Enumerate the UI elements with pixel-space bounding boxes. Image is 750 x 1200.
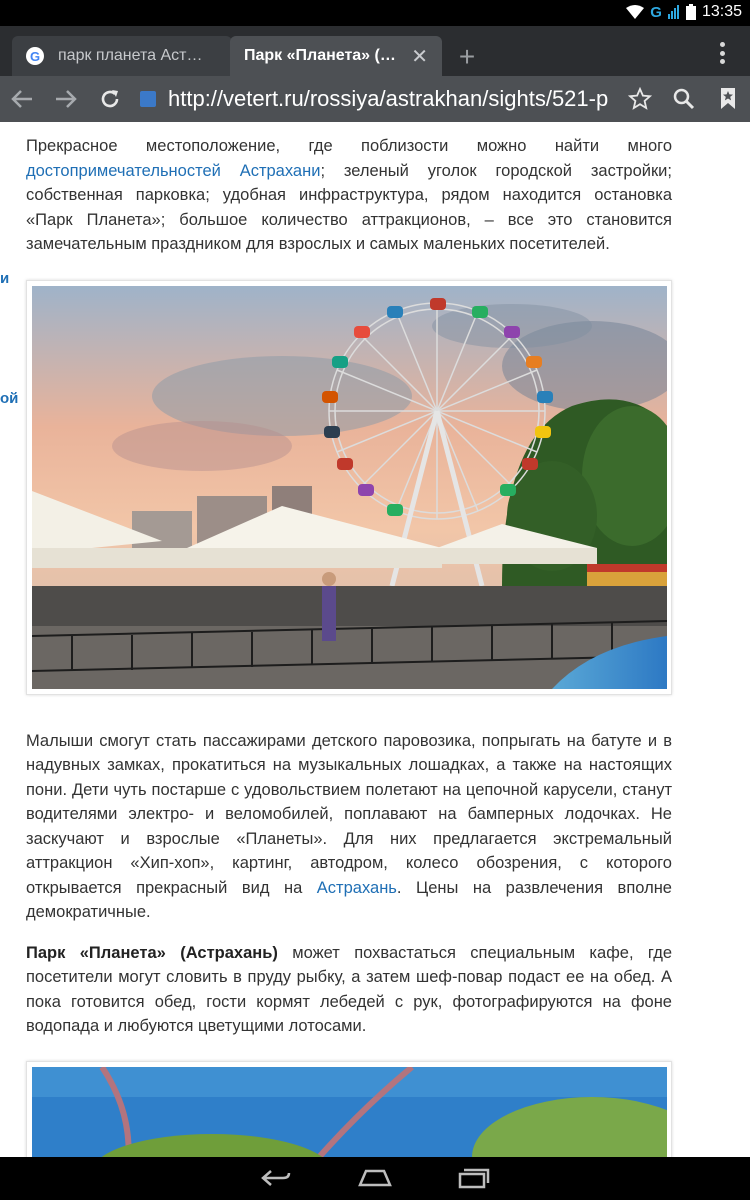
article-paragraph: Парк «Планета» (Астрахань) может похвастаться специальным кафе, где посетители могут словить в пруду рыбку, а затем шеф-повар подаст ее на обед. А пока готовится обед, гости кормят лебедей с рук, фотографируются на фоне водопада и любуются цветущими лотосами. — [26, 943, 672, 1035]
star-icon — [628, 87, 652, 111]
nav-recents-button[interactable] — [443, 1163, 503, 1193]
bookmark-icon — [719, 87, 737, 111]
lotus-pond-image — [32, 1067, 667, 1158]
lotus-pond-photo — [26, 1061, 672, 1158]
arrow-left-icon — [10, 89, 34, 109]
wifi-icon — [626, 5, 644, 19]
tab-search-results[interactable] — [12, 36, 232, 76]
browser-toolbar — [0, 76, 750, 122]
forward-button[interactable] — [44, 76, 88, 122]
search-icon — [672, 87, 696, 111]
article-content — [26, 122, 672, 1157]
arrow-right-icon — [54, 89, 78, 109]
network-type: G — [650, 3, 662, 21]
clock: 13:35 — [701, 3, 742, 20]
ferris-wheel-image — [32, 286, 667, 689]
nav-back-button[interactable] — [246, 1163, 306, 1193]
back-button[interactable] — [0, 76, 44, 122]
reload-button[interactable] — [88, 76, 132, 122]
article-paragraph: Малыши смогут стать пассажирами детского паровозика, попрыгать на батуте и в надувных замках, прокатиться на музыкальных лошадках, а также на настоящих пони. Дети чуть постарше с удовольствием полетают на цепочной карусели, станут водителями электро- и веломобилей, поплавают на бамперных лодочках. Не заскучают и взрослые «Планеты». Для них предлагается экстремальный аттракцион «Хип-хоп», картинг, автодром, колесо обозрения, с которого открывается прекрасный вид на Астрахань. Цены на развлечения вполне демократичные. — [26, 731, 672, 921]
search-button[interactable] — [662, 76, 706, 122]
side-link[interactable]: ой — [0, 390, 19, 407]
tab-title: Парк «Планета» (… — [244, 47, 396, 64]
sights-link[interactable]: достопримечательностей Астрахани — [26, 161, 321, 180]
system-navigation-bar — [0, 1157, 750, 1200]
bookmark-star-button[interactable] — [618, 76, 662, 122]
close-tab-icon[interactable]: ✕ — [411, 45, 428, 68]
ferris-wheel-photo — [26, 280, 672, 695]
back-icon — [259, 1168, 293, 1188]
google-favicon-icon: G — [26, 47, 44, 65]
nav-home-button[interactable] — [345, 1163, 405, 1193]
web-page — [0, 122, 750, 1157]
signal-icon — [668, 5, 680, 19]
tab-strip — [0, 26, 750, 76]
reload-icon — [99, 88, 121, 110]
tab-title: парк планета Аст… — [58, 47, 203, 64]
article-paragraph: Прекрасное местоположение, где поблизости можно найти много достопримечательностей Астрахани; зеленый уголок городской застройки; собственная парковка; удобная инфраструктура, рядом находится остановка «Парк Планета»; большое количество аттракционов, – все это становится замечательным праздником для взрослых и самых маленьких посетителей. — [26, 137, 672, 253]
astrakhan-link[interactable]: Астрахань — [316, 878, 397, 897]
status-bar — [0, 0, 750, 26]
url-text: http://vetert.ru/rossiya/astrakhan/sights/521-p — [168, 86, 609, 111]
site-favicon-icon — [140, 91, 156, 107]
home-icon — [356, 1169, 394, 1187]
bookmarks-button[interactable] — [706, 76, 750, 122]
address-bar[interactable] — [140, 80, 614, 118]
side-link[interactable]: и — [0, 270, 10, 287]
recents-icon — [456, 1167, 490, 1189]
new-tab-button[interactable]: + — [458, 41, 476, 72]
overflow-menu-icon[interactable] — [712, 38, 732, 68]
tab-current-page[interactable] — [230, 36, 442, 76]
battery-icon — [686, 4, 696, 20]
